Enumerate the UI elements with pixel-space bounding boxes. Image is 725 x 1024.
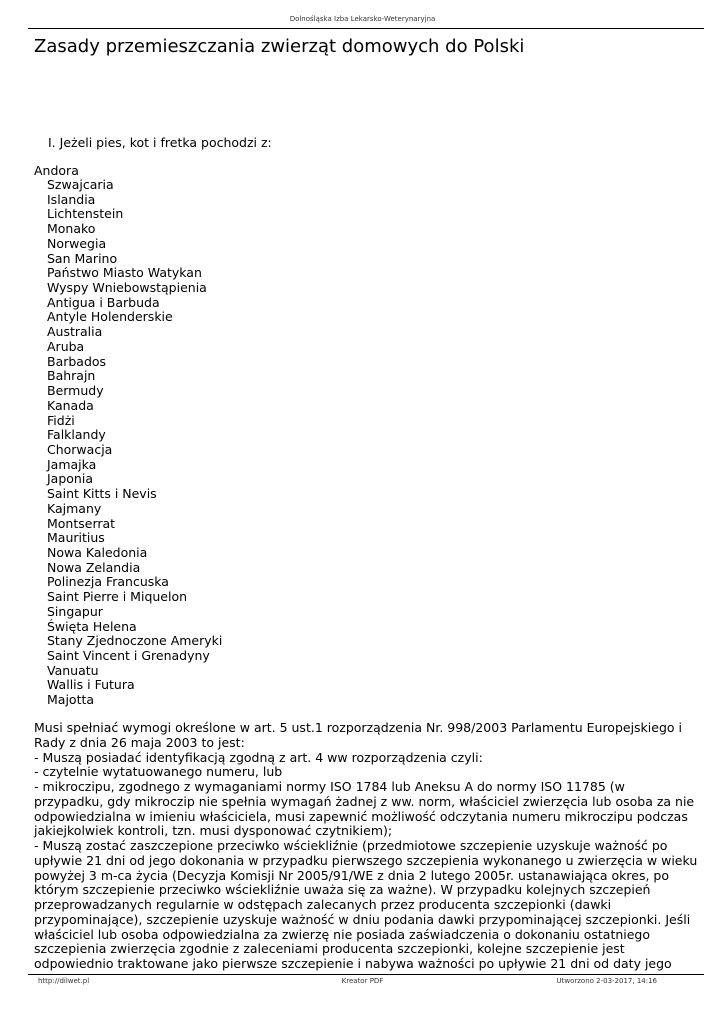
text-line: przypadku, gdy mikroczip nie spełnia wymagań żadnej z ww. norm, właściciel zwierzęcia lub osoba za nie [34,793,695,809]
country-first: Andora [34,163,79,178]
header-divider [28,28,704,29]
country-item: Antyle Holenderskie [47,309,173,325]
country-list [47,178,222,708]
country-item: Nowa Zelandia [47,559,141,575]
text-line: właściciel lub osoba odpowiedzialna za zwierzę nie posiada zaświadczenia o dokonaniu ostatniego [34,926,651,942]
country-item: Kanada [47,397,94,413]
country-item: Fidżi [47,412,75,428]
country-item: Święta Helena [47,618,137,634]
country-item: Mauritius [47,530,105,546]
footer-url-link[interactable]: http://dilwet.pl [38,977,90,985]
text-line: którym szczepienie przeciwko wściekliźnie uważa się za ważne). W przypadku kolejnych szczepień [34,882,651,898]
country-item: Bermudy [47,383,104,399]
country-item: Lichtenstein [47,206,124,222]
text-line: przypominające), szczepienie uzyskuje ważność w dniu podania dawki przypominającej szczepionki. Jeśli [34,911,691,927]
country-item: Polinezja Francuska [47,574,169,590]
section-heading: I. Jeżeli pies, kot i fretka pochodzi z: [48,135,272,150]
text-line: przeprowadzanych regularnie w odstępach zalecanych przez producenta szczepionki (dawki [34,897,612,912]
text-line: odpowiedzialna w imieniu właściciela, musi zapewnić możliwość odczytania numeru mikroczipu podczas [34,808,688,824]
country-item: Stany Zjednoczone Ameryki [47,633,223,649]
country-item: Australia [47,324,103,340]
footer-divider [28,974,704,975]
country-item: Singapur [47,603,103,619]
text-line: Rady z dnia 26 maja 2003 to jest: [34,734,245,750]
country-item: Saint Kitts i Nevis [47,486,157,502]
text-line: powyżej 3 m-ca życia (Decyzja Komisji Nr 2005/91/WE z dnia 2 lutego 2005r. ustanawiająca okres, po [34,867,669,883]
requirements-text [34,720,698,972]
country-item: Montserrat [47,515,116,531]
country-item: Norwegia [47,235,107,251]
country-item: Antigua i Barbuda [47,294,160,310]
country-item: Szwajcaria [47,177,114,192]
country-item: Barbados [47,353,107,369]
country-item: Saint Pierre i Miquelon [47,589,188,605]
country-item: Chorwacja [47,441,113,457]
country-item: Wallis i Futura [47,677,135,693]
country-item: Japonia [47,471,93,487]
country-item: San Marino [47,250,118,266]
country-item: Islandia [47,191,96,207]
text-line: - czytelnie wytatuowanego numeru, lub [34,764,283,780]
text-line: szczepienia zwierzęcia zgodnie z zaleceniami producenta szczepionki, kolejne szczepienie jest [34,941,625,957]
country-item: Wyspy Wniebowstąpienia [47,280,207,296]
text-line: jakiejkolwiek kontroli, tzn. musi dysponować czytnikiem); [34,823,393,839]
country-item: Nowa Kaledonia [47,544,148,560]
text-line: - Muszą zostać zaszczepione przeciwko wściekliźnie (przedmiotowe szczepienie uzyskuje ważność po [34,838,668,853]
country-item: Vanuatu [47,662,99,678]
country-item: Aruba [47,338,85,354]
country-item: Falklandy [47,427,106,443]
country-item: Jamajka [47,456,97,472]
footer-generator: Kreator PDF [341,977,384,985]
text-line: - mikroczipu, zgodnego z wymaganiami normy ISO 1784 lub Aneksu A do normy ISO 11785 (w [34,779,625,794]
country-item: Bahrajn [47,368,96,384]
country-item: Saint Vincent i Grenadyny [47,648,210,663]
country-item: Monako [47,221,96,237]
country-item: Majotta [47,692,95,708]
text-line: - Muszą posiadać identyfikacją zgodną z art. 4 ww rozporządzenia czyli: [34,749,483,765]
country-item: Państwo Miasto Watykan [47,265,202,281]
text-line: odpowiednio traktowane jako pierwsze szczepienie i nabywa ważności po upływie 21 dni od daty jego [34,956,672,971]
page-title: Zasady przemieszczania zwierząt domowych do Polski [34,36,525,57]
header-organization: Dolnośląska Izba Lekarsko-Weterynaryjna [289,15,436,23]
text-line: Musi spełniać wymogi określone w art. 5 ust.1 rozporządzenia Nr. 998/2003 Parlamentu Europejskiego i [34,720,682,735]
text-line: upływie 21 dni od jego dokonania w przypadku pierwszego szczepienia wykonanego u zwierzęcia w wieku [34,852,698,868]
country-item: Kajmany [47,500,102,516]
footer-created-date: Utworzono 2-03-2017, 14:16 [556,977,657,985]
